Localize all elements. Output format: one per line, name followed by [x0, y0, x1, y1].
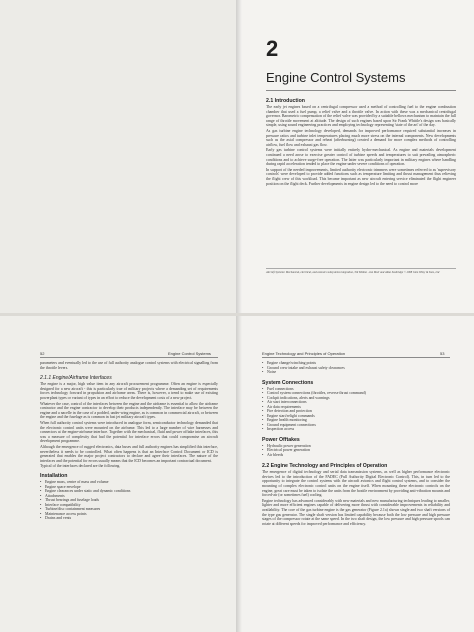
list-heading-installation: Installation: [40, 472, 68, 479]
running-header-right: Engine Technology and Principles of Operation: [262, 351, 346, 356]
list-item: • Noise: [262, 370, 450, 375]
list-item: • Maintenance access points: [40, 512, 218, 517]
section-heading-introduction: 2.1 Introduction: [266, 98, 305, 104]
running-header-left: Engine Control Systems: [168, 351, 211, 356]
list-item: • Attachments: [40, 494, 218, 499]
paragraph: Engine technology has advanced considerably with new materials and new manufacturing techniques leading to smaller, lighter and more efficient engines capable of delivering more thrust with considerable improvements in reliability and availability. The core of the gas turbine engine is the gas generator (Figure 2.1a) shown single and two shaft versions of the type gas generator. The single shaft version has limited capability because both the low pressure and high pressure stages of the compressor rotate at the same speed. In the two shaft design, the low pressure and high pressure spools can rotate at different speeds for improved performance and efficiency.: [262, 498, 450, 526]
system-connections-list: [262, 387, 450, 432]
page-gutter-shadow: [236, 0, 242, 316]
header-rule-left: [40, 357, 218, 358]
list-item: • Fuel connections: [262, 387, 450, 392]
list-item: • Air data requirements: [262, 405, 450, 410]
list-item: • Engine change/winching points: [262, 361, 450, 366]
paragraph: As gas turbine engine technology developed, demands for improved performance required substantial increases in pressure ratios and turbine inlet temperatures placing much more stress on the internal components. New developments such as the axial compressor and reheat (afterburning) created a demand for more complex methods of controlling airflow, fuel flow and exhaust gas flow.: [266, 129, 456, 147]
intro-section: [266, 96, 456, 187]
list-item: • Engine clearances under static and dynamic conditions: [40, 489, 218, 494]
paragraph: Whatever the case, control of the interfaces between the engine and the airframe is essential to allow the airframe contractor and the engine contractor to develop their products independently. The interface may be between the engine and a nacelle in the case of a podded, under-wing engine, as is common in commercial aircraft, or between the engine and the fuselage as is common in fast jet military aircraft types.: [40, 401, 218, 420]
paragraph: When full authority control systems were introduced in analogue form, semiconductor technology demanded that the electronic control units were mounted on the airframe. This led to a large number of wire harnesses and connectors at the engine-airframe interface. Together with the mechanical, fluid and power offtake interfaces, this was a measure of complexity that had the potential for interface errors that could compromise an aircraft development programme.: [40, 421, 218, 444]
list-item: • Engine start/relight commands: [262, 414, 450, 419]
chapter-number: 2: [266, 36, 279, 61]
list-item: • Control system connections (throttles, reverse thrust command): [262, 391, 450, 396]
list-item: • Engine space envelope: [40, 485, 218, 490]
paragraph: parameters and eventually led to the use of full authority analogue control systems with electrical signalling from the throttle levers.: [40, 361, 218, 370]
list-item: • Drains and vents: [40, 516, 218, 521]
section-heading-engine-technology: 2.2 Engine Technology and Principles of Operation: [262, 463, 388, 470]
list-item: • Engine health monitoring: [262, 418, 450, 423]
header-rule-right: [262, 357, 450, 358]
copyright-footnote: Aircraft Systems: Mechanical, electrical, and avionics subsystems integration, 3rd Edition - Ian Moir and Allan Seabridge © 2008 John Wiley & Sons, Ltd: [266, 271, 440, 274]
list-item: • Thrust bearings and fuselage loads: [40, 498, 218, 503]
paragraph: The engine is a major, high value item in any aircraft procurement programme. Often an engine is especially designed for a new aircraft - this is particularly true of military projects where a demanding set of requirements forces technology forward in propulsion and airframe areas. There is, however, a trend to make use of existing powerplant types or variant of types in an effort to reduce the development costs of a new project.: [40, 382, 218, 401]
paragraph: The emergence of digital technology and serial data transmission systems, as well as higher performance electronic devices led to the introduction of the FADEC (Full Authority Digital Electronic Control). This, in turn led to the opportunity to integrate the control systems with the aircraft avionics and flight control systems, and to consider the mounting of complex electronic control units on the engine itself. When mounting these electronic controls on the engine, great care must be taken to isolate the units from the hostile environment by providing anti-vibration mounts and forced-air (or sometimes fuel) cooling.: [262, 470, 450, 498]
chapter-rule: [266, 90, 456, 91]
paragraph: Although the emergence of rugged electronics, data buses and full authority engines has simplified this interface, nevertheless it needs to be controlled. What often happens is that an Interface Control Document or ICD is generated that enables the major project contractors to declare and agree their interfaces. The nature of the interfaces and the potential for errors usually means that the ICD becomes an important contractual document.: [40, 445, 218, 463]
page-52-body: [40, 361, 218, 523]
paragraph: Typical of the interfaces declared are the following.: [40, 464, 121, 469]
footnote-rule: [266, 268, 456, 269]
paragraph: Early gas turbine control systems were initially entirely hydro-mechanical. As engine and materials development continued a need arose to exercise greater control of turbine speeds and temperatures to suit prevailing atmospheric conditions and to achieve surge-free operation. The latter was particularly important in military engines where handling during rapid acceleration tended to place the engine under severe conditions of operation.: [266, 148, 456, 167]
subsection-heading-interfaces: 2.1.1 Engine/Airframe Interfaces: [40, 375, 112, 382]
list-item: • Turbine/disc containment measures: [40, 507, 218, 512]
installation-list-continued: [262, 361, 450, 375]
list-item: • Engine mass, centre of mass and volume: [40, 480, 218, 485]
list-item: • Cockpit indications, alerts and warnings: [262, 396, 450, 401]
blank-page-top-left: [0, 0, 236, 316]
list-item: • Air bleeds: [262, 453, 450, 458]
page-53-body: [262, 361, 450, 527]
list-item: • Fire detection and protection: [262, 409, 450, 414]
list-item: • Ground equipment connections: [262, 423, 450, 428]
list-item: • Hydraulic power generation: [262, 444, 450, 449]
paragraph: The early jet engines based on a centrifugal compressor used a method of controlling fuel to the engine combustion chamber that used a fuel pump, a relief valve and a throttle valve. In action with these was a mechanical centrifugal governor. Barometric compensation of the relief valve was provided by a suitable bellows mechanism to maintain the full range of throttle movement at altitude. The design of such engines based upon Sir Frank Whittle's design was basically simple, using sound engineering practices and employing technology representing 'state of the art' of the day.: [266, 105, 456, 128]
page-number-right: 53: [440, 351, 445, 356]
chapter-title: Engine Control Systems: [266, 70, 406, 85]
installation-list: [40, 480, 218, 521]
list-item: • Electrical power generation: [262, 448, 450, 453]
page-gutter-shadow: [236, 316, 242, 632]
list-item: • Ground crew intake and exhaust safety clearances: [262, 366, 450, 371]
paragraph: In support of the needed improvements, limited authority electronic trimmers were sometimes referred to as 'supervisory controls' were developed to provide added functions such as temperature limiting and thrust management thus relieving the flight crew of this workload. This became important as new aircraft entering service eliminated the flight engineer position on the flight deck. Further developments in engine design led to the need to control more: [266, 167, 456, 186]
power-offtakes-list: [262, 444, 450, 458]
list-heading-system-connections: System Connections: [262, 379, 314, 386]
page-number-left: 52: [40, 351, 45, 356]
list-heading-power-offtakes: Power Offtakes: [262, 436, 300, 443]
list-item: • Inspection access: [262, 427, 450, 432]
list-item: • Interface compatibility: [40, 503, 218, 508]
list-item: • Air start interconnections: [262, 400, 450, 405]
